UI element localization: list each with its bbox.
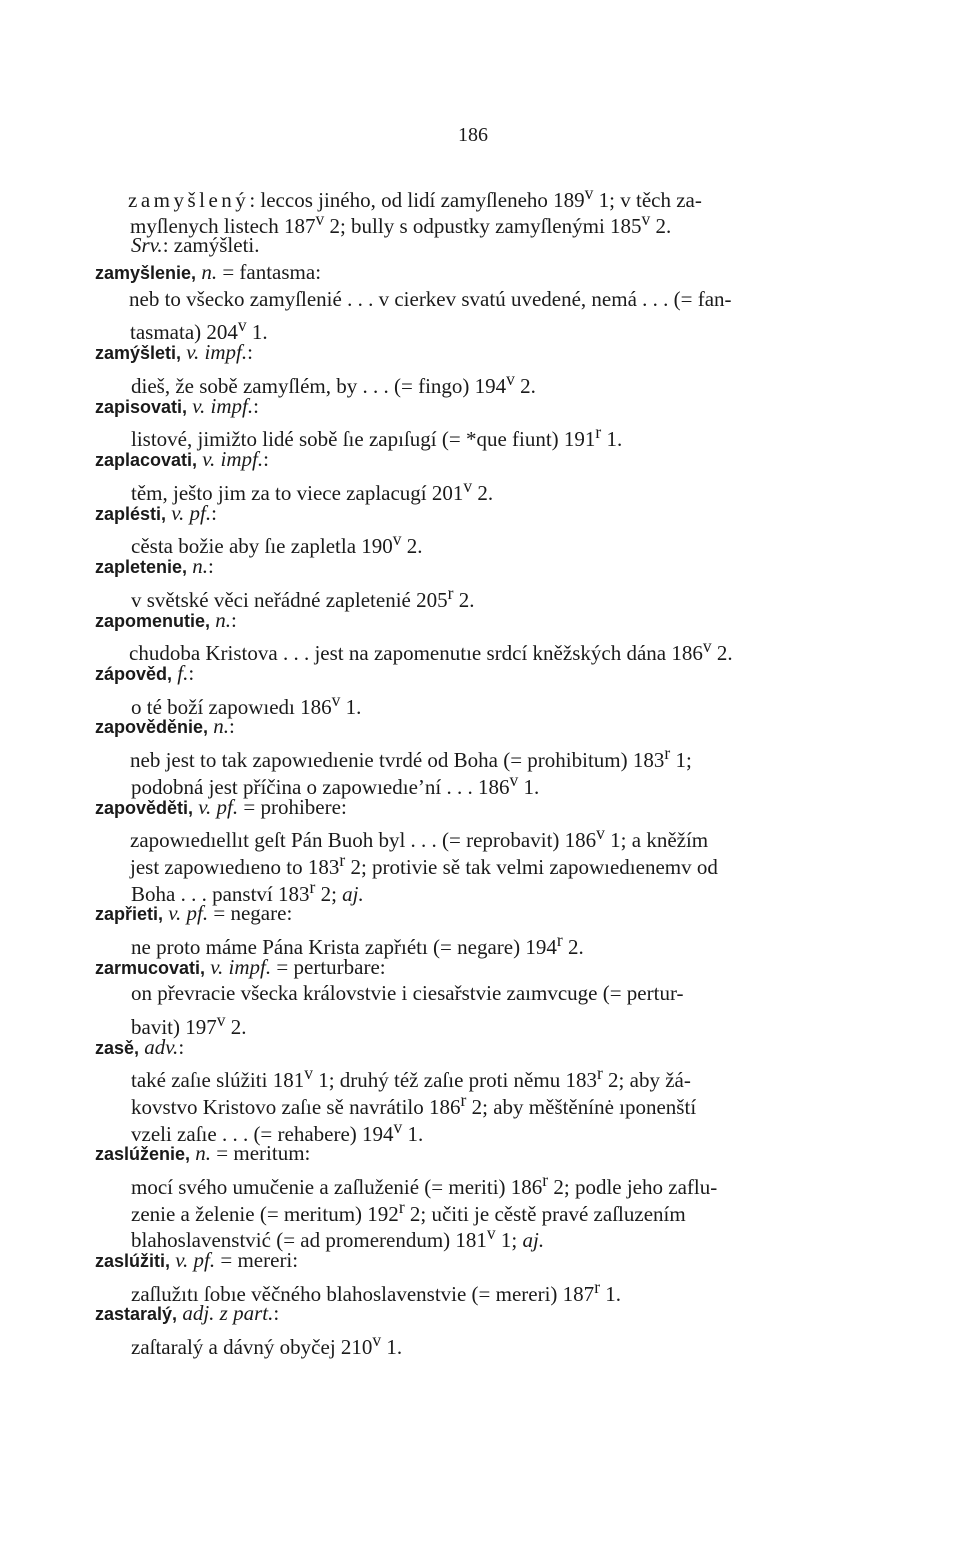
entry-text: neb jest to tak zapowıedıenie tvrdé od Boha (= prohibitum) 183	[130, 748, 665, 772]
grammar-label: n.	[195, 1141, 212, 1165]
text-line	[95, 660, 194, 687]
headword: zapřieti,	[95, 904, 164, 924]
entry-text: zaſlužıtı ſobıe věčného blahoslavenstvie (= mereri) 187	[131, 1282, 595, 1306]
grammar-label: v. pf.	[175, 1248, 216, 1272]
entry-text: :	[229, 714, 235, 738]
headword: zaplésti,	[95, 504, 167, 524]
page-number: 186	[458, 124, 488, 146]
entry-text: :	[208, 554, 214, 578]
folio-side-marker: v	[216, 1010, 226, 1030]
entry-text: 2; protivie sě tak velmi zapowıedıenemv od	[345, 855, 718, 879]
entry-text: on převracie všecka královstvie i ciesařstvie zaımvcuge (= pertur-	[131, 981, 684, 1005]
entry-text: = perturbare:	[271, 955, 386, 979]
folio-side-marker: v	[702, 636, 712, 656]
entry-text: 2.	[225, 1015, 247, 1039]
text-line	[95, 500, 217, 527]
text-line	[95, 446, 269, 473]
text-line	[95, 1300, 279, 1327]
entry-text: 2; bully s odpustky zamyſlenými 185	[324, 214, 642, 238]
text-line	[95, 954, 386, 981]
grammar-label: n.	[192, 554, 209, 578]
entry-text: 2; aby žá-	[602, 1068, 691, 1092]
entry-text: : leccos jiného, od lidí zamyſleneho 189	[249, 188, 585, 212]
grammar-label: v. impf.	[210, 955, 272, 979]
entry-text: 1; a kněžím	[604, 828, 709, 852]
folio-side-marker: r	[447, 583, 454, 603]
entry-text: 1.	[381, 1335, 403, 1359]
folio-side-marker: r	[309, 877, 316, 897]
headword: zapověděti,	[95, 798, 194, 818]
grammar-label: v. impf.	[202, 447, 264, 471]
entry-text: neb to všecko zamyſlenié . . . v cierkev svatú uvedené, nemá . . . (= fan-	[129, 287, 732, 311]
folio-side-marker: v	[392, 529, 402, 549]
entry-text: 1.	[601, 427, 623, 451]
folio-side-marker: v	[372, 1330, 382, 1350]
grammar-label: adv.	[144, 1035, 179, 1059]
headword: zaslúženie,	[95, 1144, 191, 1164]
folio-side-marker: r	[556, 930, 563, 950]
text-line	[95, 259, 321, 286]
grammar-label: aj.	[342, 882, 364, 906]
headword: zaplacovati,	[95, 450, 198, 470]
entry-text: = negare:	[208, 901, 293, 925]
entry-text: :	[188, 661, 195, 685]
folio-side-marker: v	[237, 315, 247, 335]
grammar-label: f.	[177, 661, 189, 685]
entry-text: Boha . . . panství 183	[131, 882, 310, 906]
folio-side-marker: r	[596, 1063, 603, 1083]
text-line	[95, 713, 235, 740]
text-line	[131, 980, 684, 1006]
headword-spaced: zamyšlený	[128, 188, 250, 212]
entry-text: :	[273, 1301, 280, 1325]
entry-text: 1; druhý též zaſıe proti němu 183	[312, 1068, 597, 1092]
grammar-label: Srv.	[131, 233, 163, 257]
entry-text: 2.	[711, 641, 733, 665]
entry-text: 2;	[315, 882, 343, 906]
entry-text: mocí svého umučenie a zaſluženié (= meriti) 186	[131, 1175, 543, 1199]
folio-side-marker: v	[315, 209, 325, 229]
entry-text: 2.	[453, 588, 475, 612]
folio-side-marker: v	[331, 690, 341, 710]
headword: zastaralý,	[95, 1304, 178, 1324]
folio-side-marker: v	[304, 1063, 313, 1083]
headword: zamýšleti,	[95, 343, 182, 363]
text-line	[129, 633, 733, 666]
entry-text: :	[178, 1035, 185, 1059]
entry-text: 1; v těch za-	[593, 188, 702, 212]
headword: zapisovati,	[95, 397, 188, 417]
entry-text: 2; učiti je cěstě pravé zaſluzením	[404, 1202, 686, 1226]
folio-side-marker: v	[641, 209, 651, 229]
folio-side-marker: r	[594, 1277, 601, 1297]
folio-side-marker: r	[339, 850, 346, 870]
folio-side-marker: r	[398, 1197, 405, 1217]
grammar-label: v. pf.	[198, 795, 239, 819]
headword: zapletenie,	[95, 557, 188, 577]
text-line	[129, 286, 732, 312]
entry-text: = meritum:	[211, 1141, 311, 1165]
entry-text: = fantasma:	[217, 260, 322, 284]
grammar-label: n.	[215, 608, 232, 632]
grammar-label: v. pf.	[168, 901, 209, 925]
entry-text: blahoslavenstvić (= ad promerendum) 181	[131, 1228, 487, 1252]
entry-text: :	[253, 394, 259, 418]
entry-text: tasmata) 204	[130, 320, 238, 344]
grammar-label: n.	[213, 714, 230, 738]
entry-text: o té boží zapowıedı 186	[131, 695, 332, 719]
entry-text: :	[247, 340, 253, 364]
grammar-label: n.	[201, 260, 218, 284]
text-line	[95, 1247, 298, 1274]
entry-text: : zamýšleti.	[162, 233, 260, 257]
entry-text: v světské věci neřádné zapletenié 205	[131, 588, 448, 612]
grammar-label: v. pf.	[171, 501, 212, 525]
folio-side-marker: v	[506, 369, 515, 389]
headword: zarmucovati,	[95, 958, 206, 978]
folio-side-marker: r	[542, 1170, 549, 1190]
entry-text: chudoba Kristova . . . jest na zapomenutıe srdcí kněžských dána 186	[129, 641, 703, 665]
text-line	[95, 607, 237, 634]
folio-side-marker: v	[509, 770, 519, 790]
entry-text: vzeli zaſıe . . . (= rehabere) 194	[131, 1122, 394, 1146]
entry-text: cěsta božie aby ſıe zapletla 190	[131, 534, 393, 558]
folio-side-marker: v	[486, 1223, 496, 1243]
text-line	[131, 232, 260, 258]
folio-side-marker: v	[393, 1117, 403, 1137]
headword: zamyšlenie,	[95, 263, 197, 283]
text-line	[95, 339, 253, 366]
folio-side-marker: r	[460, 1090, 467, 1110]
entry-text: zaſtaralý a dávný obyčej 210	[131, 1335, 373, 1359]
entry-text: těm, ješto jim za to viece zaplacugí 201	[131, 481, 464, 505]
entry-text: = mereri:	[215, 1248, 299, 1272]
entry-text: zenie a želenie (= meritum) 192	[131, 1202, 399, 1226]
entry-text: zapowıedıellıt geſt Pán Buoh byl . . . (= reprobavit) 186	[130, 828, 597, 852]
entry-text: 2.	[650, 214, 672, 238]
headword: zapověděnie,	[95, 717, 209, 737]
folio-side-marker: v	[584, 183, 594, 203]
entry-text: 2; podle jeho zaflu-	[548, 1175, 718, 1199]
entry-text: 1.	[402, 1122, 424, 1146]
entry-text: 2.	[562, 935, 584, 959]
entry-text: 2.	[514, 374, 536, 398]
entry-text: 2.	[401, 534, 423, 558]
entry-text: 1.	[340, 695, 362, 719]
entry-text: :	[263, 447, 269, 471]
entry-text: jest zapowıedıeno to 183	[130, 855, 340, 879]
text-line	[95, 1034, 184, 1061]
entry-text: podobná jest příčina o zapowıedıeʼní . . . 186	[131, 775, 510, 799]
text-line	[95, 393, 259, 420]
entry-text: 1.	[600, 1282, 622, 1306]
entry-text: také zaſıe slúžiti 181	[131, 1068, 305, 1092]
entry-text: 2; aby měštěnínė ıponenští	[466, 1095, 697, 1119]
entry-text: 1;	[495, 1228, 523, 1252]
folio-side-marker: v	[596, 823, 605, 843]
entry-text: 1.	[246, 320, 268, 344]
grammar-label: v. impf.	[192, 394, 254, 418]
entry-text: = prohibere:	[238, 795, 347, 819]
entry-text: myſlenych listech 187	[130, 214, 316, 238]
folio-side-marker: v	[463, 476, 473, 496]
grammar-label: v. impf.	[186, 340, 248, 364]
headword: zaslúžiti,	[95, 1251, 171, 1271]
entry-text: :	[211, 501, 217, 525]
headword: zápověd,	[95, 664, 173, 684]
entry-text: kovstvo Kristovo zaſıe sě navrátilo 186	[131, 1095, 461, 1119]
text-line	[131, 1327, 402, 1360]
text-line	[95, 794, 347, 821]
text-line	[95, 553, 214, 580]
grammar-label: adj. z part.	[182, 1301, 274, 1325]
headword: zasě,	[95, 1038, 140, 1058]
entry-text: ne proto máme Pána Krista zapřıétı (= negare) 194	[131, 935, 557, 959]
folio-side-marker: r	[664, 743, 671, 763]
folio-side-marker: r	[595, 422, 602, 442]
text-line	[95, 1140, 310, 1167]
entry-text: :	[231, 608, 237, 632]
entry-text: dieš, že sobě zamyſlém, by . . . (= fingo) 194	[131, 374, 507, 398]
text-line	[95, 900, 292, 927]
entry-text: 1;	[670, 748, 692, 772]
entry-text: 2.	[472, 481, 494, 505]
entry-text: bavit) 197	[131, 1015, 217, 1039]
entry-text: 1.	[518, 775, 540, 799]
grammar-label: aj.	[522, 1228, 545, 1252]
headword: zapomenutie,	[95, 611, 211, 631]
entry-text: listové, jimižto lidé sobě ſıe zapıſugí (= *que fiunt) 191	[131, 427, 596, 451]
